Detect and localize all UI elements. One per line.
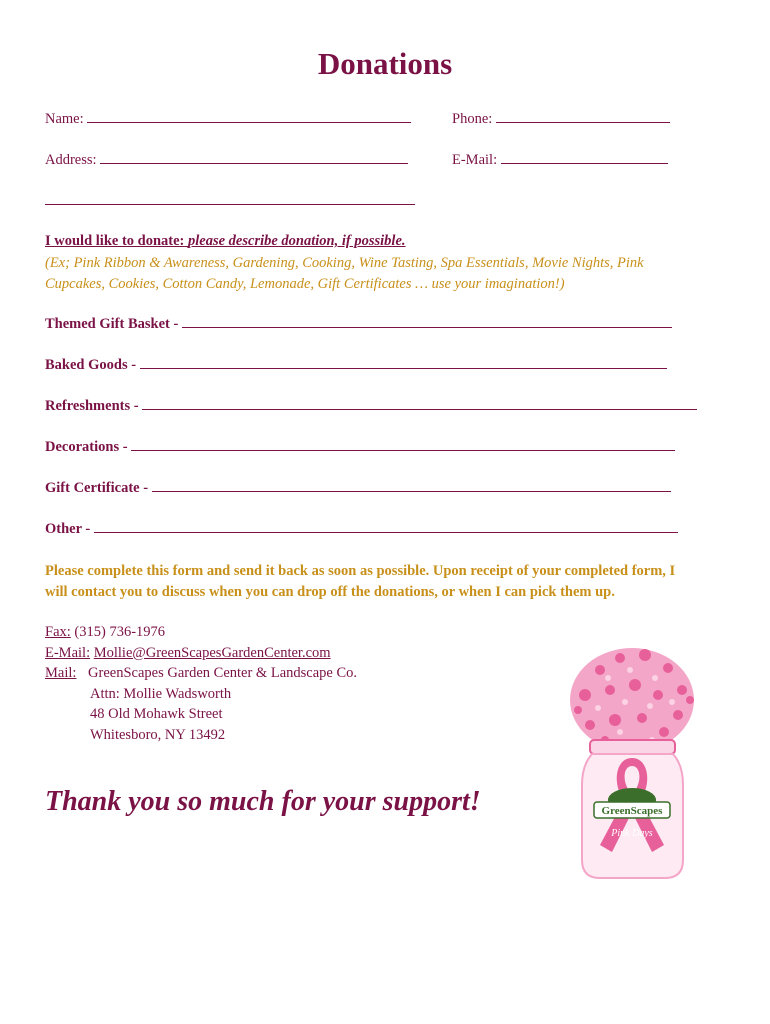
fax-line [45, 622, 357, 643]
category-blank-line[interactable] [152, 479, 671, 492]
category-blank-line[interactable] [142, 397, 697, 410]
donate-heading [45, 233, 406, 250]
donate-heading-italic: please describe donation, if possible. [188, 233, 406, 249]
return-instructions [45, 561, 675, 603]
category-label: Refreshments - [45, 398, 139, 414]
notice-line-2: will contact you to discuss when you can drop off the donations, or when I can pick them up. [45, 584, 615, 600]
category-other [45, 520, 678, 538]
address-blank-line[interactable] [100, 151, 408, 164]
phone-blank-line[interactable] [496, 110, 670, 123]
contact-email-link[interactable]: Mollie@GreenScapesGardenCenter.com [93, 644, 331, 661]
donate-examples [45, 253, 644, 295]
category-blank-line[interactable] [182, 315, 672, 328]
mail-line-2: Attn: Mollie Wadsworth [90, 685, 232, 702]
mail-line-4: Whitesboro, NY 13492 [90, 726, 226, 743]
notice-line-1: Please complete this form and send it back as soon as possible. Upon receipt of your completed form, I [45, 563, 676, 579]
name-field [45, 110, 411, 128]
name-label: Name: [45, 111, 84, 127]
contact-block [45, 622, 357, 745]
email-line [45, 643, 357, 664]
contact-email-label: E-Mail: [45, 644, 91, 661]
address-second-blank-line[interactable] [45, 192, 415, 205]
email-label: E-Mail: [452, 152, 498, 168]
flower-bouquet-icon [570, 648, 694, 752]
category-blank-line[interactable] [140, 356, 667, 369]
example-line-2: Cupcakes, Cookies, Cotton Candy, Lemonade, Gift Certificates … use your imagination!) [45, 276, 565, 292]
mail-line [45, 663, 357, 684]
category-label: Baked Goods - [45, 357, 137, 373]
category-refreshments [45, 397, 697, 415]
phone-field [452, 110, 670, 128]
category-label: Other - [45, 521, 91, 537]
page-title: Donations [317, 46, 453, 81]
category-decorations [45, 438, 675, 456]
email-blank-line[interactable] [501, 151, 668, 164]
email-field [452, 151, 668, 169]
address-label: Address: [45, 152, 97, 168]
mail-label: Mail: [45, 665, 77, 681]
greenscapes-pink-days-logo [560, 640, 705, 885]
mail-line-3: 48 Old Mohawk Street [90, 706, 223, 722]
mail-line-1: GreenScapes Garden Center & Landscape Co. [88, 665, 357, 681]
fax-label: Fax: [45, 624, 71, 640]
fax-value: (315) 736-1976 [74, 624, 166, 640]
thank-you-message: Thank you so much for your support! [45, 786, 481, 817]
category-label: Gift Certificate - [45, 480, 149, 496]
phone-label: Phone: [452, 111, 493, 127]
category-label: Decorations - [45, 439, 128, 455]
address-field [45, 151, 408, 169]
address-line-2 [45, 192, 415, 210]
donate-heading-bold: I would like to donate: [45, 233, 185, 249]
logo-brand-text: GreenScapes [601, 805, 663, 817]
category-baked-goods [45, 356, 667, 374]
category-blank-line[interactable] [94, 520, 678, 533]
category-blank-line[interactable] [131, 438, 675, 451]
name-blank-line[interactable] [87, 110, 411, 123]
logo-sub-text: Pink Days [611, 828, 653, 839]
category-gift-certificate [45, 479, 671, 497]
category-label: Themed Gift Basket - [45, 316, 179, 332]
example-line-1: (Ex; Pink Ribbon & Awareness, Gardening, Cooking, Wine Tasting, Spa Essentials, Movie Nights, Pink [45, 255, 644, 271]
category-themed-gift-basket [45, 315, 672, 333]
